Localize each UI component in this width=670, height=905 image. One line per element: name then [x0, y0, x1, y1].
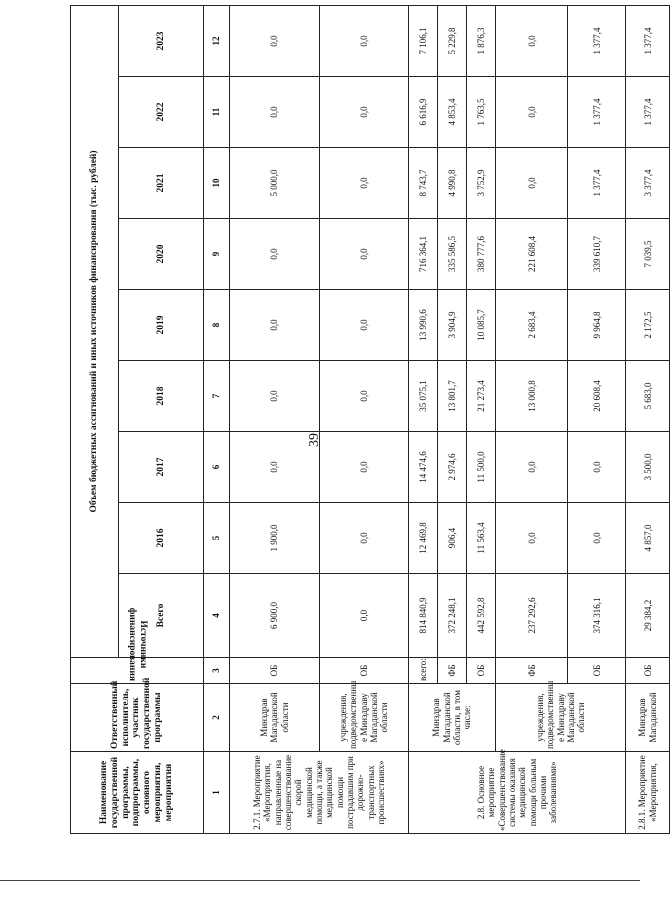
value-cell: 0,0: [496, 503, 568, 574]
row-source: ОБ: [568, 658, 626, 684]
header-volume: Объем бюджетных ассигнований и иных источников финансирования (тыс. рублей): [71, 5, 119, 657]
row-source: ФБ: [438, 658, 467, 684]
header-total: Всего: [119, 574, 204, 658]
value-cell: 372 248,1: [438, 574, 467, 658]
header-source-label: Источники финансирования: [126, 607, 148, 681]
value-cell: 13 801,7: [438, 361, 467, 432]
row-source: ОБ: [467, 658, 496, 684]
value-cell: 13 990,6: [409, 290, 438, 361]
col-num: 3: [203, 658, 230, 684]
value-cell: 0,0: [496, 148, 568, 219]
value-cell: 0,0: [568, 432, 626, 503]
value-cell: 3 904,9: [438, 290, 467, 361]
value-cell: 9 964,8: [568, 290, 626, 361]
page-number: 39: [307, 433, 322, 447]
value-cell: 5 229,8: [438, 5, 467, 76]
value-cell: 0,0: [319, 148, 408, 219]
header-year-2018: 2018: [119, 361, 204, 432]
value-cell: 4 857,0: [626, 503, 670, 574]
row-executor: Минздрав Магаданской области, в том числе:: [409, 684, 496, 752]
value-cell: 1 763,5: [467, 77, 496, 148]
header-year-2019: 2019: [119, 290, 204, 361]
value-cell: 0,0: [230, 5, 319, 76]
value-cell: 35 075,1: [409, 361, 438, 432]
col-num: 8: [203, 290, 230, 361]
value-cell: 0,0: [496, 432, 568, 503]
value-cell: 1 900,0: [230, 503, 319, 574]
value-cell: 0,0: [230, 290, 319, 361]
value-cell: 11 500,0: [467, 432, 496, 503]
value-cell: 3 752,9: [467, 148, 496, 219]
col-num: 9: [203, 219, 230, 290]
row-executor: учреждения, подведомственны е Минздраву Магаданской области: [319, 684, 408, 752]
table-row: [319, 5, 408, 833]
value-cell: 5 683,0: [626, 361, 670, 432]
value-cell: 0,0: [319, 290, 408, 361]
table-row: [626, 5, 670, 833]
row-name: 2.8.1. Мероприятие «Мероприятия,: [626, 752, 670, 834]
rotated-table-wrapper: [70, 6, 670, 834]
row-source: ОБ: [319, 658, 408, 684]
value-cell: 1 876,3: [467, 5, 496, 76]
col-num: 10: [203, 148, 230, 219]
value-cell: 442 592,8: [467, 574, 496, 658]
value-cell: 5 000,0: [230, 148, 319, 219]
value-cell: 0,0: [319, 219, 408, 290]
value-cell: 380 777,6: [467, 219, 496, 290]
header-year-2023: 2023: [119, 5, 204, 76]
value-cell: 906,4: [438, 503, 467, 574]
value-cell: 14 474,6: [409, 432, 438, 503]
header-year-2017: 2017: [119, 432, 204, 503]
value-cell: 12 469,8: [409, 503, 438, 574]
value-cell: 13 000,8: [496, 361, 568, 432]
value-cell: 0,0: [496, 77, 568, 148]
row-source: ФБ: [496, 658, 568, 684]
col-num: 11: [203, 77, 230, 148]
value-cell: 20 608,4: [568, 361, 626, 432]
header-year-2020: 2020: [119, 219, 204, 290]
value-cell: 339 610,7: [568, 219, 626, 290]
col-num: 1: [203, 752, 230, 834]
value-cell: 374 316,1: [568, 574, 626, 658]
row-executor: Минздрав Магаданской: [626, 684, 670, 752]
col-num: 2: [203, 684, 230, 752]
value-cell: 29 384,2: [626, 574, 670, 658]
table-row: [496, 5, 568, 833]
value-cell: 2 683,4: [496, 290, 568, 361]
col-num: 12: [203, 5, 230, 76]
row-source: всего:: [409, 658, 438, 684]
value-cell: 1 377,4: [568, 148, 626, 219]
value-cell: 21 273,4: [467, 361, 496, 432]
value-cell: 0,0: [319, 574, 408, 658]
value-cell: 8 743,7: [409, 148, 438, 219]
bottom-rule: [0, 880, 640, 881]
value-cell: 2 974,6: [438, 432, 467, 503]
value-cell: 10 085,7: [467, 290, 496, 361]
row-executor: Минздрав Магаданской области: [230, 684, 319, 752]
col-num: 6: [203, 432, 230, 503]
row-source: ОБ: [230, 658, 319, 684]
row-executor: учреждения, подведомственны е Минздраву Магаданской области: [496, 684, 626, 752]
value-cell: 0,0: [230, 432, 319, 503]
value-cell: 1 377,4: [568, 5, 626, 76]
header-year-2016: 2016: [119, 503, 204, 574]
funding-table: [70, 5, 670, 834]
value-cell: 814 840,9: [409, 574, 438, 658]
value-cell: 3 377,4: [626, 148, 670, 219]
value-cell: 3 500,0: [626, 432, 670, 503]
value-cell: 0,0: [319, 503, 408, 574]
value-cell: 0,0: [319, 361, 408, 432]
value-cell: 7 106,1: [409, 5, 438, 76]
row-name: 2.7.1. Мероприятие «Мероприятия, направленные на совершенствование скорой медицинской помощи, а также медицинской помощи пострадавшим при дорожно-транспортных происшествиях»: [230, 752, 409, 834]
value-cell: 0,0: [230, 77, 319, 148]
value-cell: 1 377,4: [626, 5, 670, 76]
header-executor: Ответственный исполнитель, участник государственной программы: [71, 684, 204, 752]
value-cell: 11 563,4: [467, 503, 496, 574]
row-source: ОБ: [626, 658, 670, 684]
value-cell: 1 377,4: [626, 77, 670, 148]
value-cell: 6 616,9: [409, 77, 438, 148]
value-cell: 716 364,1: [409, 219, 438, 290]
value-cell: 0,0: [319, 5, 408, 76]
col-num: 4: [203, 574, 230, 658]
value-cell: 4 853,4: [438, 77, 467, 148]
header-year-2022: 2022: [119, 77, 204, 148]
header-name: Наименование государственной программы, подпрограммы, основного мероприятия, мероприятия: [71, 752, 204, 834]
value-cell: 237 292,6: [496, 574, 568, 658]
value-cell: 4 990,8: [438, 148, 467, 219]
value-cell: 6 900,0: [230, 574, 319, 658]
row-name: 2.8. Основное мероприятие «Совершенствование системы оказания медицинской помощи больным прочими заболеваниями»: [409, 752, 626, 834]
value-cell: 221 608,4: [496, 219, 568, 290]
header-year-2021: 2021: [119, 148, 204, 219]
value-cell: 335 586,5: [438, 219, 467, 290]
col-num: 7: [203, 361, 230, 432]
value-cell: 0,0: [319, 432, 408, 503]
value-cell: 0,0: [319, 77, 408, 148]
table-row: [230, 5, 319, 833]
value-cell: 0,0: [230, 361, 319, 432]
value-cell: 1 377,4: [568, 77, 626, 148]
value-cell: 2 172,5: [626, 290, 670, 361]
value-cell: 0,0: [496, 5, 568, 76]
table-row: [409, 5, 438, 833]
value-cell: 0,0: [230, 219, 319, 290]
value-cell: 7 039,5: [626, 219, 670, 290]
value-cell: 0,0: [568, 503, 626, 574]
col-num: 5: [203, 503, 230, 574]
